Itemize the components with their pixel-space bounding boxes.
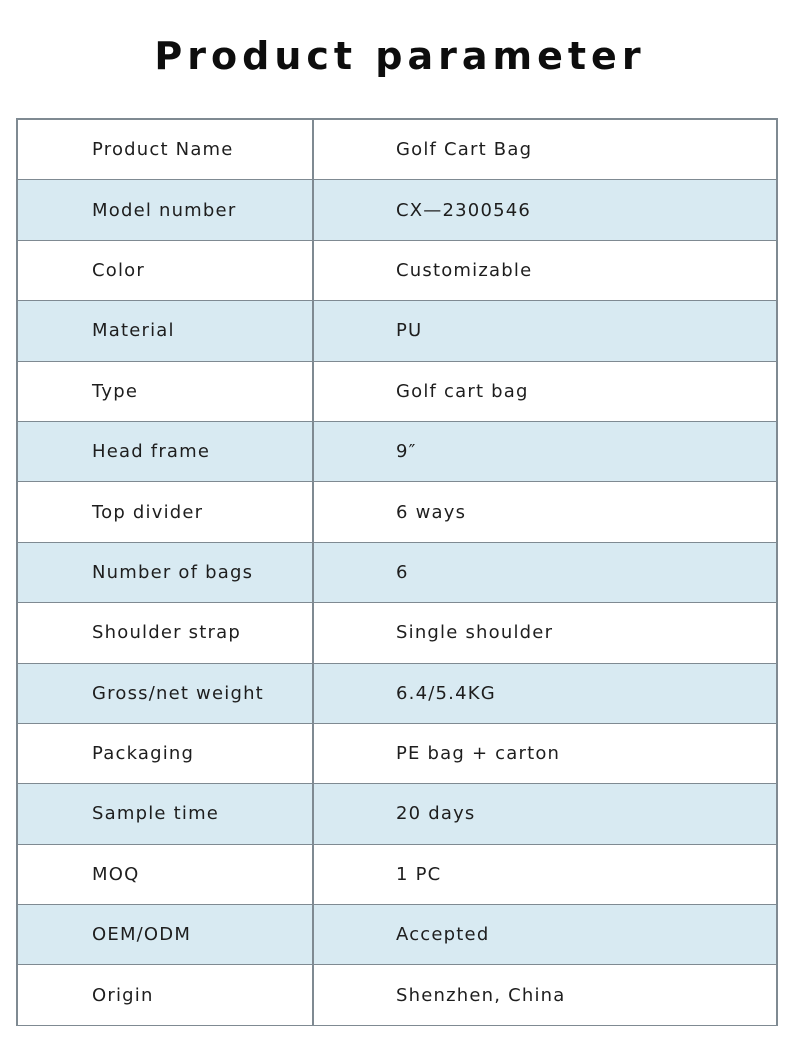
param-value: 6.4/5.4KG — [396, 682, 496, 704]
param-label: Material — [18, 301, 314, 360]
param-value: 6 — [396, 561, 409, 583]
param-value: Accepted — [396, 924, 490, 946]
param-label: Origin — [18, 965, 314, 1024]
param-label: Number of bags — [18, 543, 314, 602]
table-row — [18, 724, 776, 784]
param-value: CX—2300546 — [396, 199, 532, 221]
param-value: Golf Cart Bag — [396, 139, 533, 161]
param-value: Shenzhen, China — [396, 984, 566, 1006]
param-label: Head frame — [18, 422, 314, 481]
table-row — [18, 905, 776, 965]
param-label: Product Name — [18, 120, 314, 179]
param-value: Golf cart bag — [396, 380, 529, 402]
table-row — [18, 965, 776, 1025]
table-row — [18, 845, 776, 905]
param-value: 6 ways — [396, 501, 467, 523]
param-label: MOQ — [18, 845, 314, 904]
table-row — [18, 120, 776, 180]
param-value: Customizable — [396, 259, 533, 281]
param-label: Color — [18, 241, 314, 300]
table-row — [18, 664, 776, 724]
table-row — [18, 180, 776, 240]
param-label: Model number — [18, 180, 314, 239]
parameter-table — [16, 118, 778, 1026]
param-value: 1 PC — [396, 863, 442, 885]
page-title: Product parameter — [154, 34, 646, 78]
param-label: OEM/ODM — [18, 905, 314, 964]
param-label: Sample time — [18, 784, 314, 843]
table-row — [18, 603, 776, 663]
param-label: Shoulder strap — [18, 603, 314, 662]
param-value: PU — [396, 320, 423, 342]
table-row — [18, 301, 776, 361]
param-label: Top divider — [18, 482, 314, 541]
param-value: 20 days — [396, 803, 476, 825]
param-value: PE bag + carton — [396, 743, 561, 765]
table-row — [18, 543, 776, 603]
param-value: Single shoulder — [396, 622, 554, 644]
param-label: Type — [18, 362, 314, 421]
table-row — [18, 422, 776, 482]
param-label: Gross/net weight — [18, 664, 314, 723]
table-row — [18, 482, 776, 542]
param-label: Packaging — [18, 724, 314, 783]
table-row — [18, 784, 776, 844]
param-value: 9″ — [396, 441, 417, 463]
table-row — [18, 241, 776, 301]
table-row — [18, 362, 776, 422]
